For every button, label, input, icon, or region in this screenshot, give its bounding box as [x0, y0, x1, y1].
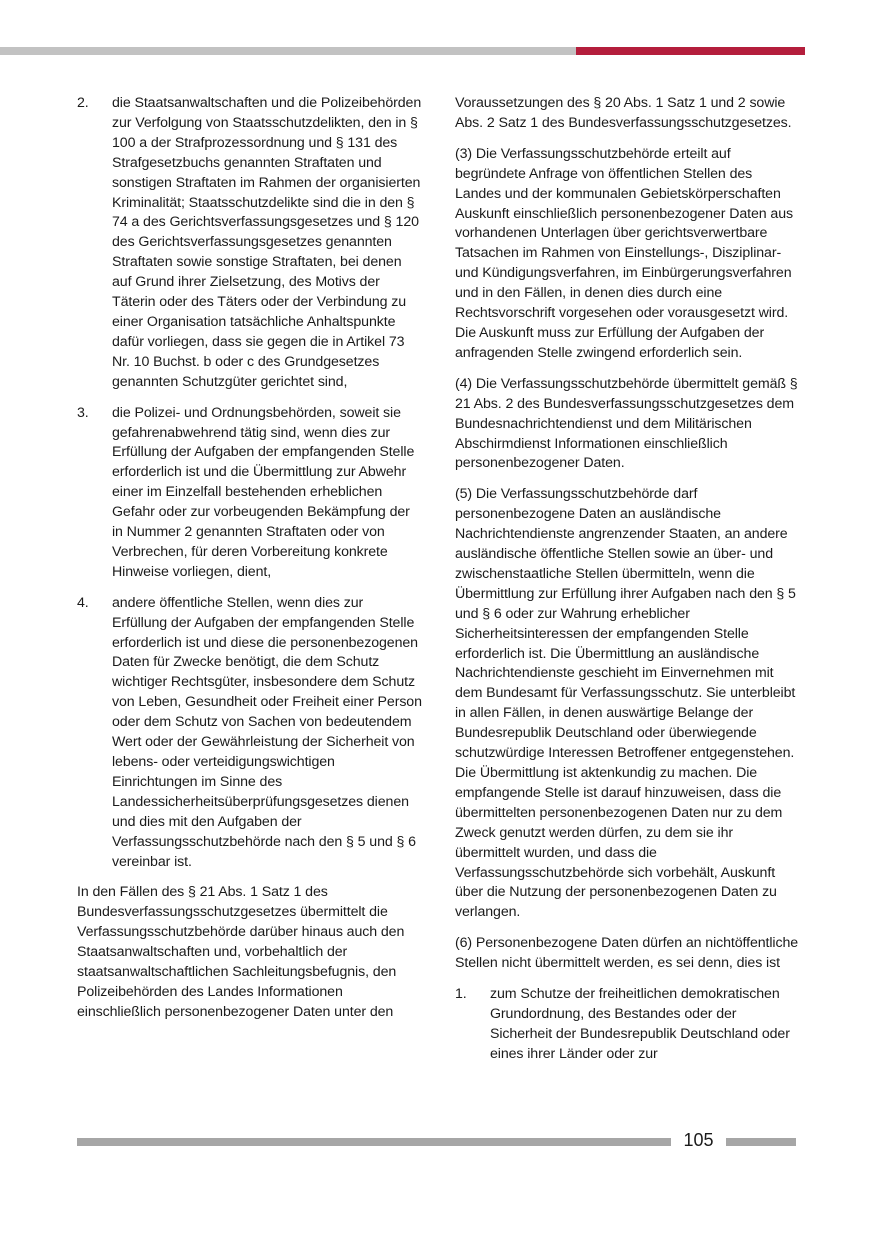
right-column — [455, 94, 800, 1076]
footer-rule-left — [77, 1138, 671, 1146]
list-item — [455, 985, 800, 1065]
left-column — [77, 94, 422, 1034]
list-item — [77, 594, 422, 873]
list-item — [77, 94, 422, 393]
paragraph-6: (6) Personenbezogene Daten dürfen an nichtöffentliche Stellen nicht übermittelt werden, es sei denn, dies ist — [455, 935, 799, 972]
list-item-number: 3. — [77, 404, 89, 421]
list-item-text: die Polizei- und Ordnungsbehörden, soweit sie gefahrenabwehrend tätig sind, wenn dies zur Erfüllung der Aufgaben der empfangenden Stelle erforderlich ist und die Übermittlung zur Abwehr einer im Einzelfall bestehenden erheblichen Gefahr oder zur vorbeugenden Bekämpfung der in Nummer 2 genannten Straftaten oder von Verbrechen, für deren Vorbereitung konkrete Hinweise vorliegen, dient, — [112, 404, 415, 580]
continuation-paragraph: Voraussetzungen des § 20 Abs. 1 Satz 1 und 2 sowie Abs. 2 Satz 1 des Bundesverfassungsschutzgesetzes. — [455, 95, 792, 131]
paragraph-5: (5) Die Verfassungsschutzbehörde darf personenbezogene Daten an ausländische Nachrichtendienste angrenzender Staaten, an andere ausländische öffentliche Stellen sowie an über- und zwischenstaatliche Stellen übermitteln, wenn die Übermittlung zur Erfüllung ihrer Aufgaben nach den § 5 und § 6 oder zur Wahrung erheblicher Sicherheitsinteressen der empfangenden Stelle erforderlich ist. Die Übermittlung an ausländische Nachrichtendienste geschieht im Einvernehmen mit dem Bundesamt für Verfassungsschutz. Sie unterbleibt in allen Fällen, in denen auswärtige Belange der Bundesrepublik Deutschland oder überwiegende schutzwürdige Interessen Betroffener entgegenstehen. Die Übermittlung ist aktenkundig zu machen. Die empfangende Stelle ist darauf hinzuweisen, dass die übermittelten personenbezogenen Daten nur zu dem Zweck genutzt werden dürfen, zu dem sie ihr übermittelt wurden, und dass die Verfassungsschutzbehörde sich vorbehält, Auskunft über die Nutzung der personenbezogenen Daten zu verlangen. — [455, 486, 796, 921]
list-item-number: 1. — [455, 986, 467, 1003]
footer-rule-right — [726, 1138, 796, 1146]
list-item-text: andere öffentliche Stellen, wenn dies zur Erfüllung der Aufgaben der empfangenden Stelle erforderlich ist und diese die personenbezogenen Daten für Zwecke benötigt, die dem Schutz wichtiger Rechtsgüter, insbesondere dem Schutz von Leben, Gesundheit oder Freiheit einer Person oder dem Schutz von Sachen von bedeutendem Wert oder der Gewährleistung der Sicherheit von lebens- oder verteidigungswichtigen Einrichtungen im Sinne des Landessicherheitsüberprüfungsgesetzes dienen und dies mit den Aufgaben der Verfassungsschutzbehörde nach den § 5 und § 6 vereinbar ist. — [112, 594, 422, 870]
list-item-text: die Staatsanwaltschaften und die Polizeibehörden zur Verfolgung von Staatsschutzdelikten, den in § 100 a der Strafprozessordnung und § 131 des Strafgesetzbuchs genannten Straftaten und sonstigen Straftaten im Rahmen der organisierten Kriminalität; Staatsschutzdelikte sind die in den § 74 a des Gerichtsverfassungsgesetzes und § 120 des Gerichtsverfassungsgesetzes genannten Straftaten sowie sonstige Straftaten, bei denen auf Grund ihrer Zielsetzung, des Motivs der Täterin oder des Täters oder der Verbindung zu einer Organisation tatsächliche Anhaltspunkte dafür vorliegen, dass sie gegen die in Artikel 73 Nr. 10 Buchst. b oder c des Grundgesetzes genannten Schutzgüter gerichtet sind, — [112, 95, 422, 390]
header-rule-accent — [576, 47, 805, 55]
list-item-number: 2. — [77, 95, 89, 111]
list-item-text: zum Schutze der freiheitlichen demokratischen Grundordnung, des Bestandes oder der Sicherheit der Bundesrepublik Deutschland oder eines ihrer Länder oder zur — [490, 986, 790, 1062]
closing-paragraph: In den Fällen des § 21 Abs. 1 Satz 1 des Bundesverfassungsschutzgesetzes übermittelt die Verfassungsschutzbehörde darüber hinaus auch den Staatsanwaltschaften und, vorbehaltlich der staatsanwaltschaftlichen Sachleitungsbefugnis, den Polizeibehörden des Landes Informationen einschließlich personenbezogener Daten unter den — [77, 884, 405, 1020]
page-number: 105 — [683, 1130, 714, 1150]
header-rule-gray — [0, 47, 576, 55]
list-item — [77, 404, 422, 583]
paragraph-3: (3) Die Verfassungsschutzbehörde erteilt auf begründete Anfrage von öffentlichen Stellen des Landes und der kommunalen Gebietskörperschaften Auskunft einschließlich personenbezogener Daten aus vorhandenen Unterlagen über gerichtsverwertbare Tatsachen im Rahmen von Einstellungs-, Disziplinar- und Kündigungsverfahren, im Einbürgerungsverfahren und in den Fällen, in denen dies durch eine Rechtsvorschrift vorgesehen oder vorausgesetzt wird. Die Auskunft muss zur Erfüllung der Aufgaben der anfragenden Stelle zwingend erforderlich sein. — [455, 145, 793, 361]
paragraph-4: (4) Die Verfassungsschutzbehörde übermittelt gemäß § 21 Abs. 2 des Bundesverfassungsschutzgesetzes dem Bundesnachrichtendienst und dem Militärischen Abschirmdienst Informationen einschließlich personenbezogener Daten. — [455, 375, 798, 472]
list-item-number: 4. — [77, 594, 89, 611]
